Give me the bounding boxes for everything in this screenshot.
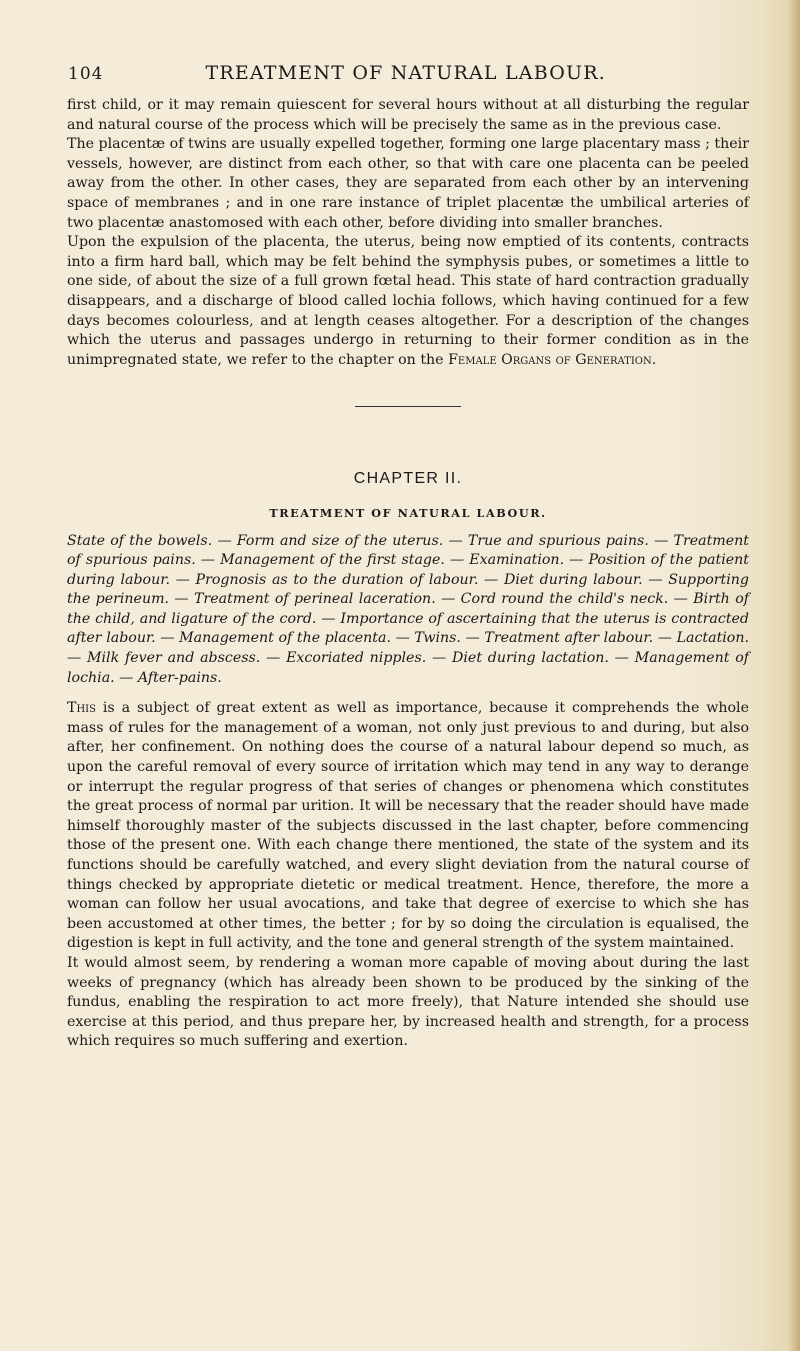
paragraph-subject-intro xyxy=(67,699,749,954)
paragraph-uterus-contraction xyxy=(67,233,749,370)
chapter-reference: Female Organs of Generation. xyxy=(448,351,657,368)
paragraph-text: is a subject of great extent as well as importance, because it comprehends the whole mass of rules for the management of a woman, not only just previous to and during, but also after, her confinement. On nothing does the course of a natural labour depend so much, as upon the careful removal of every source of irritation which may tend in any way to derange or interrupt the regular progress of that series of changes or phenomena which constitutes the great process of normal par urition. It will be necessary that the reader should have made himself thoroughly master of the subjects discussed in the last chapter, before commencing those of the present one. With each change there mentioned, the state of the system and its functions should be carefully watched, and every slight deviation from the natural course of things checked by appropriate dietetic or medical treatment. Hence, therefore, the more a woman can follow her usual avocations, and take that degree of exercise to which she has been accustomed at other times, the better ; for by so doing the circulation is equalised, the digestion is kept in full activity, and the tone and general strength of the system maintained. xyxy=(67,700,749,952)
chapter-subheading: TREATMENT OF NATURAL LABOUR. xyxy=(269,505,547,520)
lead-word: This xyxy=(67,700,96,717)
page-number: 104 xyxy=(68,64,104,84)
section-divider xyxy=(355,406,461,407)
paragraph-text: Upon the expulsion of the placenta, the uterus, being now emptied of its contents, contracts into a firm hard ball, which may be felt behind the symphysis pubes, or sometimes a little to one side, of about the size of a full grown fœtal head. This state of hard contraction gradually disappears, and a discharge of blood called lochia follows, which having continued for a few days becomes colourless, and at length ceases altogether. For a description of the changes which the uterus and passages undergo in returning to their former condition as in the unimpregnated state, we refer to the chapter on the xyxy=(67,234,749,368)
chapter-synopsis: State of the bowels. — Form and size of the uterus. — True and spurious pains. — Treatment of spurious pains. — Management of the first stage. — Examination. — Position of the patient during labour. — Prognosis as to the duration of labour. — Diet during labour. — Supporting the perineum. — Treatment of perineal laceration. — Cord round the child's neck. — Birth of the child, and ligature of the cord. — Importance of ascertaining that the uterus is contracted after labour. — Management of the placenta. — Twins. — Treatment after labour. — Lactation. — Milk fever and abscess. — Excoriated nipples. — Diet during lactation. — Management of lochia. — After-pains. xyxy=(67,532,749,686)
paragraph-twins-placentae: The placentæ of twins are usually expelled together, forming one large placentary mass ; their vessels, however, are distinct from each other, so that with care one placenta can be peeled away from the other. In other cases, they are separated from each other by an intervening space of membranes ; and in one rare instance of triplet placentæ the umbilical arteries of two placentæ anastomosed with each other, before dividing into smaller branches. xyxy=(67,136,749,231)
chapter-heading: CHAPTER II. xyxy=(353,470,463,488)
paragraph-exercise: It would almost seem, by rendering a woman more capable of moving about during the last weeks of pregnancy (which has already been shown to be produced by the sinking of the fundus, enabling the respiration to act more freely), that Nature intended she should use exercise at this period, and thus prepare her, by increased health and strength, for a process which requires so much suffering and exertion. xyxy=(67,954,749,1050)
running-title: TREATMENT OF NATURAL LABOUR. xyxy=(205,62,606,84)
page-edge-shadow xyxy=(788,0,800,1351)
page-content xyxy=(67,96,749,1052)
page-header xyxy=(68,62,748,84)
paragraph-continued: first child, or it may remain quiescent for several hours without at all disturbing the regular and natural course of the process which will be precisely the same as in the previous case. xyxy=(67,97,749,133)
